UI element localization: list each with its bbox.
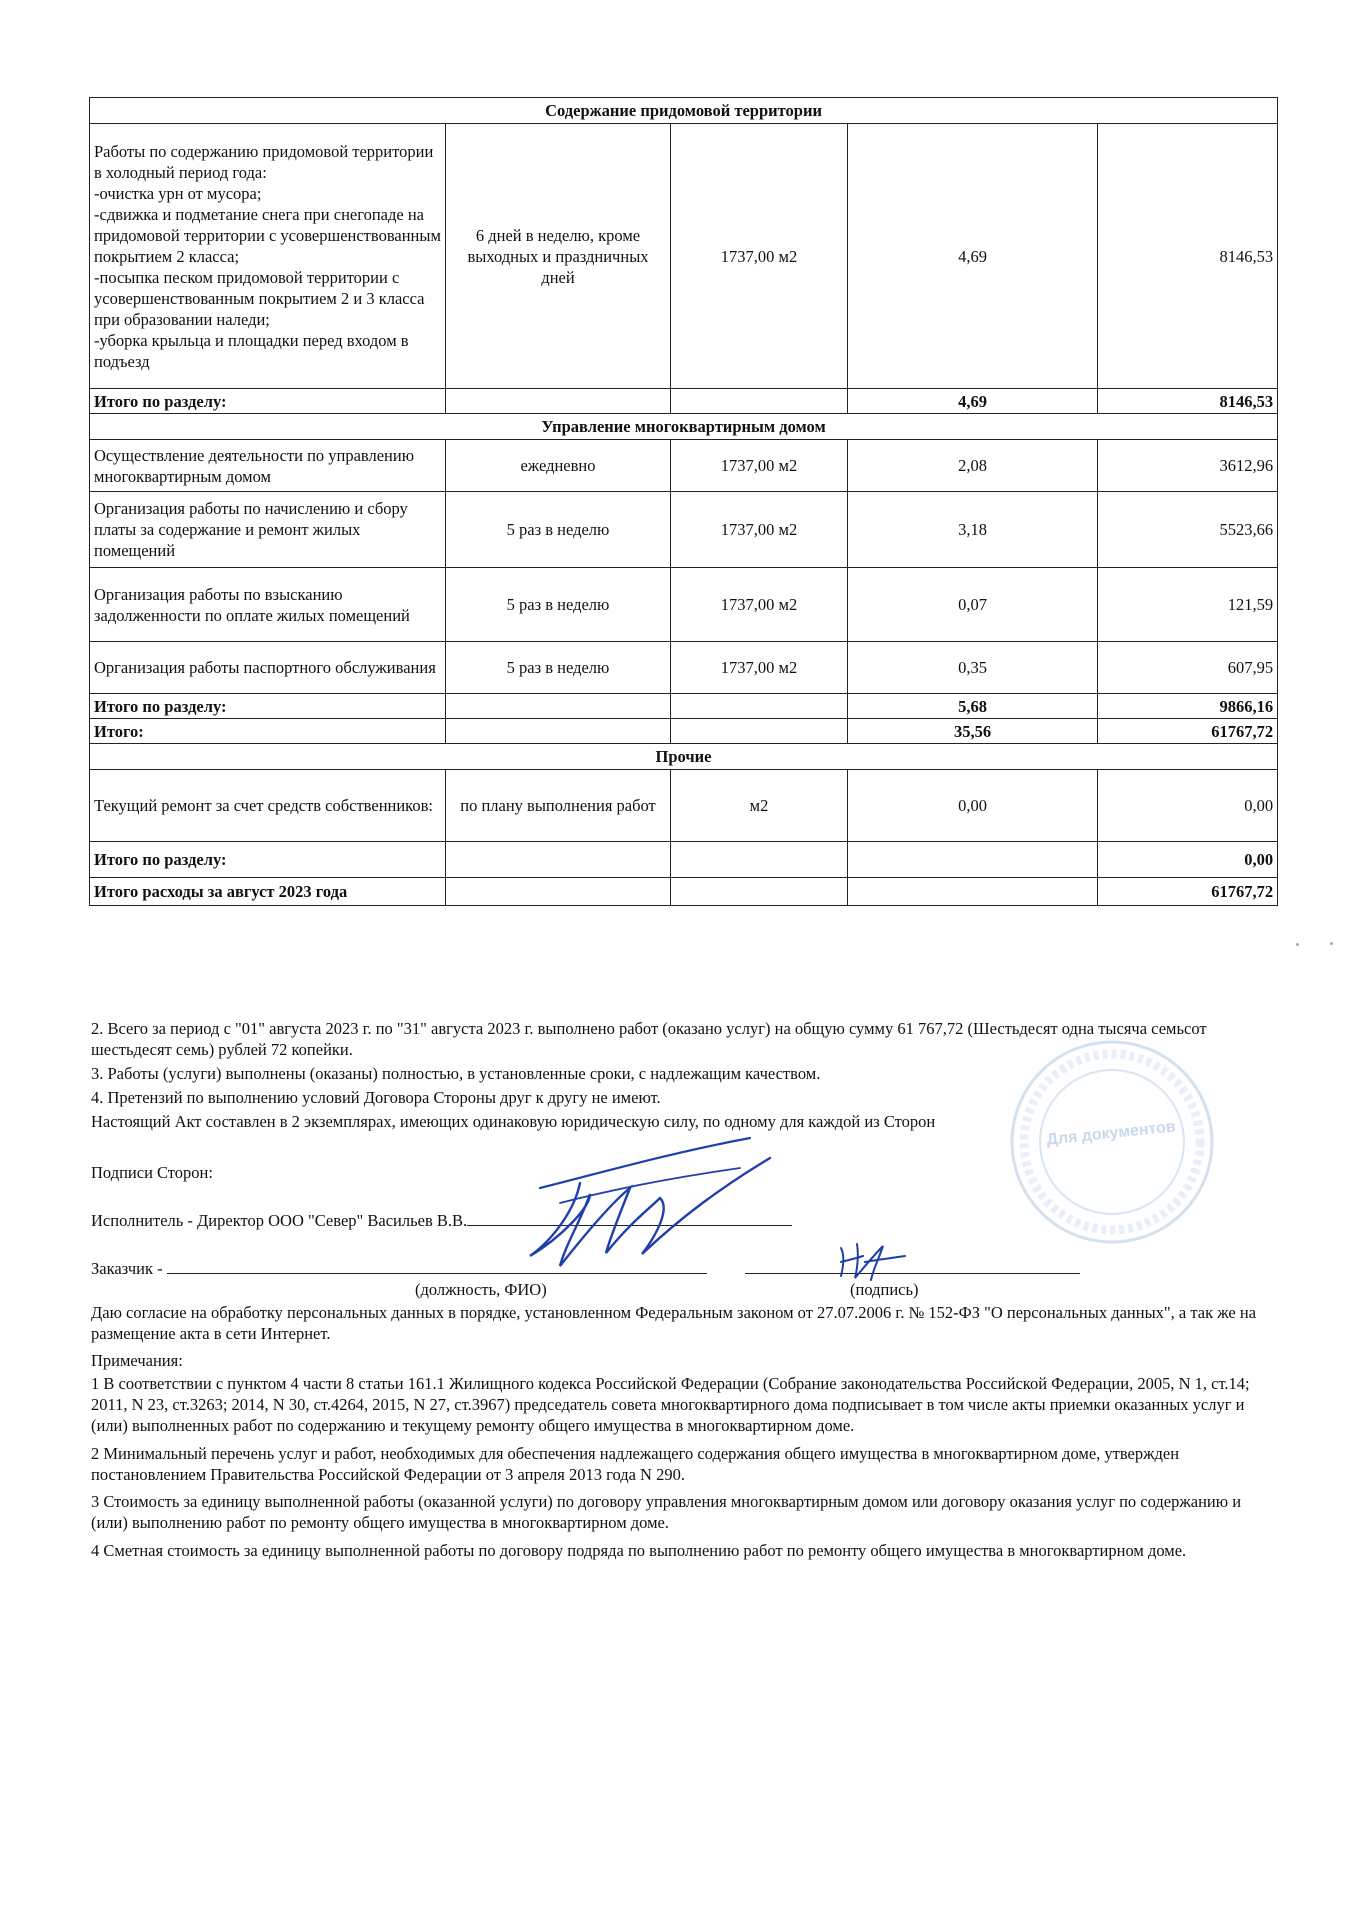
scan-speck	[1330, 942, 1333, 945]
service-area: 1737,00 м2	[671, 492, 848, 568]
table-row	[90, 440, 1278, 492]
signature-caption: (подпись)	[850, 1280, 919, 1299]
table-row	[90, 642, 1278, 694]
service-name: Организация работы по начислению и сбору платы за содержание и ремонт жилых помещений	[90, 492, 446, 568]
note-2: 2 Минимальный перечень услуг и работ, необходимых для обеспечения надлежащего содержания общего имущества в многоквартирном доме, утвержден постановлением Правительства Российской Федерации от 3 апреля 2013 года N 290.	[91, 1444, 1180, 1484]
total-label: Итого по разделу:	[90, 389, 446, 414]
section-total-row	[90, 694, 1278, 719]
section-header	[90, 744, 1278, 770]
table-row	[90, 568, 1278, 642]
signatures-title: Подписи Сторон:	[91, 1163, 213, 1182]
grand-total-amount: 61767,72	[1098, 719, 1278, 744]
executor-label: Исполнитель - Директор ООО "Север" Васильев В.В.	[91, 1211, 468, 1230]
total-rate: 5,68	[848, 694, 1098, 719]
table-row	[90, 492, 1278, 568]
position-caption: (должность, ФИО)	[415, 1280, 547, 1299]
grand-total-row	[90, 719, 1278, 744]
service-rate: 3,18	[848, 492, 1098, 568]
section-title: Управление многоквартирным домом	[90, 414, 1278, 440]
service-amount: 3612,96	[1098, 440, 1278, 492]
scan-speck	[1296, 943, 1299, 946]
note-1: 1 В соответствии с пунктом 4 части 8 статьи 161.1 Жилищного кодекса Российской Федерации (Собрание законодательства Российской Федерации, 2005, N 1, ст.14; 2011, N 23, ст.3263; 2014, N 30, ст.4264, 2015, N 27, ст.3967) председатель совета многоквартирного дома подписывает в том числе акты приемки оказанных услуг и (или) выполненных работ по содержанию и текущему ремонту общего имущества в многоквартирном доме.	[91, 1374, 1250, 1435]
service-frequency: ежедневно	[446, 440, 671, 492]
paragraph-copies: Настоящий Акт составлен в 2 экземплярах, имеющих одинаковую юридическую силу, по одному для каждой из Сторон	[91, 1112, 936, 1131]
service-frequency: 5 раз в неделю	[446, 568, 671, 642]
section-header	[90, 414, 1278, 440]
total-amount: 8146,53	[1098, 389, 1278, 414]
service-rate: 2,08	[848, 440, 1098, 492]
table-row	[90, 124, 1278, 389]
service-rate: 0,07	[848, 568, 1098, 642]
service-name: Организация работы паспортного обслуживания	[90, 642, 446, 694]
consent-text: Даю согласие на обработку персональных данных в порядке, установленном Федеральным законом от 27.07.2006 г. № 152-ФЗ "О персональных данных", а так же на размещение акта в сети Интернет.	[91, 1303, 1257, 1343]
service-name: Текущий ремонт за счет средств собственников:	[90, 770, 446, 842]
service-rate: 0,35	[848, 642, 1098, 694]
executor-signature	[520, 1128, 820, 1278]
total-label: Итого по разделу:	[90, 842, 446, 878]
service-rate: 0,00	[848, 770, 1098, 842]
service-area: м2	[671, 770, 848, 842]
paragraph-no-claims: 4. Претензий по выполнению условий Договора Стороны друг к другу не имеют.	[91, 1088, 661, 1107]
paragraph-quality: 3. Работы (услуги) выполнены (оказаны) полностью, в установленные сроки, с надлежащим качеством.	[91, 1064, 821, 1083]
round-stamp	[1005, 1035, 1220, 1250]
service-amount: 8146,53	[1098, 124, 1278, 389]
expenses-total-row	[90, 878, 1278, 906]
service-name: Осуществление деятельности по управлению многоквартирным домом	[90, 440, 446, 492]
expenses-label: Итого расходы за август 2023 года	[90, 878, 446, 906]
total-label: Итого по разделу:	[90, 694, 446, 719]
section-header	[90, 98, 1278, 124]
service-name: Работы по содержанию придомовой территории в холодный период года: -очистка урн от мусора; -сдвижка и подметание снега при снегопаде на придомовой территории с усовершенствованным покрытием 2 класса; -посыпка песком придомовой территории с усовершенствованным покрытием 2 и 3 класса при образовании наледи; -уборка крыльца и площадки перед входом в подъезд	[90, 124, 446, 389]
service-area: 1737,00 м2	[671, 440, 848, 492]
service-frequency: 6 дней в неделю, кроме выходных и праздничных дней	[446, 124, 671, 389]
section-title: Содержание придомовой территории	[90, 98, 1278, 124]
note-4: 4 Сметная стоимость за единицу выполненной работы по договору подряда по выполнению работ по ремонту общего имущества в многоквартирном доме.	[91, 1541, 1187, 1560]
table-row	[90, 770, 1278, 842]
paragraph-total-sum: 2. Всего за период с "01" августа 2023 г. по "31" августа 2023 г. выполнено работ (оказано услуг) на общую сумму 61 767,72 (Шестьдесят одна тысяча семьсот шестьдесят семь) рублей 72 копейки.	[91, 1019, 1207, 1059]
expenses-amount: 61767,72	[1098, 878, 1278, 906]
section-title: Прочие	[90, 744, 1278, 770]
service-name: Организация работы по взысканию задолженности по оплате жилых помещений	[90, 568, 446, 642]
service-amount: 607,95	[1098, 642, 1278, 694]
total-rate: 4,69	[848, 389, 1098, 414]
service-area: 1737,00 м2	[671, 124, 848, 389]
customer-signature	[835, 1236, 915, 1286]
total-amount: 0,00	[1098, 842, 1278, 878]
grand-total-rate: 35,56	[848, 719, 1098, 744]
notes-title: Примечания:	[91, 1351, 183, 1370]
service-area: 1737,00 м2	[671, 568, 848, 642]
service-amount: 0,00	[1098, 770, 1278, 842]
service-area: 1737,00 м2	[671, 642, 848, 694]
service-amount: 121,59	[1098, 568, 1278, 642]
stamp-text: Для документов	[1045, 1118, 1177, 1149]
grand-total-label: Итого:	[90, 719, 446, 744]
section-total-row	[90, 389, 1278, 414]
service-frequency: по плану выполнения работ	[446, 770, 671, 842]
section-total-row	[90, 842, 1278, 878]
service-frequency: 5 раз в неделю	[446, 492, 671, 568]
note-3: 3 Стоимость за единицу выполненной работы (оказанной услуги) по договору управления многоквартирным домом или договору оказания услуг по содержанию и (или) выполнению работ по ремонту общего имущества в многоквартирном доме.	[91, 1492, 1242, 1532]
total-amount: 9866,16	[1098, 694, 1278, 719]
service-rate: 4,69	[848, 124, 1098, 389]
service-amount: 5523,66	[1098, 492, 1278, 568]
customer-label: Заказчик -	[91, 1259, 163, 1278]
service-frequency: 5 раз в неделю	[446, 642, 671, 694]
services-table	[89, 97, 1278, 906]
